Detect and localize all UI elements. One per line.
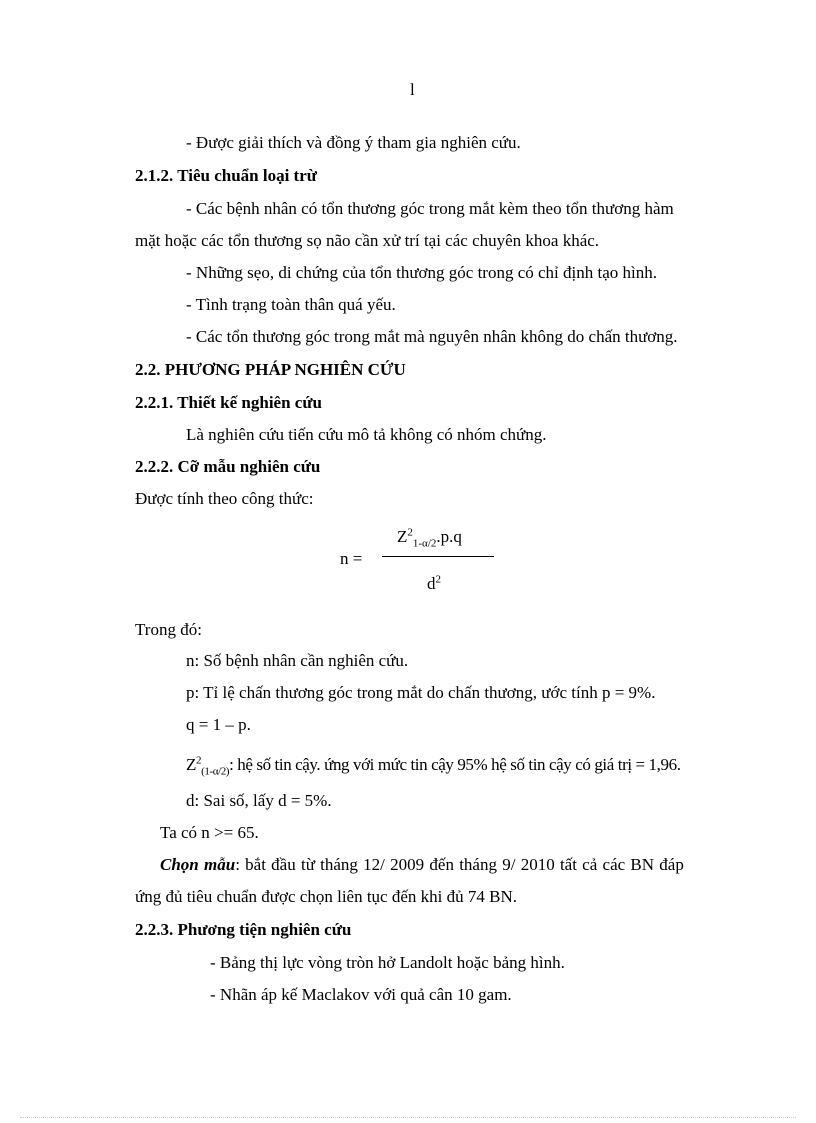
where-label: Trong đó: (135, 620, 202, 639)
def-q: q = 1 – p. (186, 715, 251, 734)
formula-intro: Được tính theo công thức: (135, 489, 314, 508)
formula-numerator: $Z^2_{1-\alpha/2}.p.q$ (397, 526, 462, 550)
fraction-bar (382, 556, 494, 557)
def-z: $Z^2_{(1-\alpha/2)}$: hệ số tin cậy. ứng với mức tin cậy 95% hệ số tin cậy có giá trị = 1,96. (186, 754, 681, 778)
sampling-line-1: Chọn mẫu: bắt đầu từ tháng 12/ 2009 đến tháng 9/ 2010 tất cả các BN đáp (160, 855, 684, 874)
exclusion-item-4: - Các tổn thương góc trong mắt mà nguyên nhân không do chấn thương. (186, 327, 678, 346)
heading-2-2-1: 2.2.1. Thiết kế nghiên cứu (135, 393, 322, 412)
exclusion-item-2: - Những sẹo, di chứng của tổn thương góc trong có chỉ định tạo hình. (186, 263, 657, 282)
exclusion-item-3: - Tình trạng toàn thân quá yếu. (186, 295, 396, 314)
exclusion-item-1-line-2: mặt hoặc các tổn thương sọ não cần xử trí tại các chuyên khoa khác. (135, 231, 600, 250)
equipment-item-1: - Bảng thị lực vòng tròn hở Landolt hoặc bảng hình. (210, 953, 565, 972)
heading-2-2-3: 2.2.3. Phương tiện nghiên cứu (135, 920, 352, 939)
sample-size-result: Ta có n >= 65. (160, 823, 259, 842)
exclusion-item-1-line-1: - Các bệnh nhân có tổn thương góc trong mắt kèm theo tổn thương hàm (186, 199, 674, 218)
formula-lhs: n = (340, 549, 363, 568)
page-bottom-rule (20, 1117, 796, 1118)
sampling-line-2: ứng đủ tiêu chuẩn được chọn liên tục đến khi đủ 74 BN. (135, 887, 517, 906)
formula-denominator: $d^2$ (427, 573, 441, 593)
def-n: n: Số bệnh nhân cần nghiên cứu. (186, 651, 409, 670)
heading-2-2: 2.2. PHƯƠNG PHÁP NGHIÊN CỨU (135, 360, 406, 379)
page-number: l (410, 80, 415, 99)
study-design-text: Là nghiên cứu tiến cứu mô tả không có nhóm chứng. (186, 425, 547, 444)
equipment-item-2: - Nhãn áp kế Maclakov với quả cân 10 gam. (210, 985, 512, 1004)
heading-2-2-2: 2.2.2. Cỡ mẫu nghiên cứu (135, 457, 321, 476)
inclusion-item-consent: - Được giải thích và đồng ý tham gia nghiên cứu. (186, 133, 521, 152)
heading-2-1-2: 2.1.2. Tiêu chuẩn loại trừ (135, 166, 317, 185)
def-d: d: Sai số, lấy d = 5%. (186, 791, 332, 810)
def-p: p: Tỉ lệ chấn thương góc trong mắt do chấn thương, ước tính p = 9%. (186, 683, 656, 702)
